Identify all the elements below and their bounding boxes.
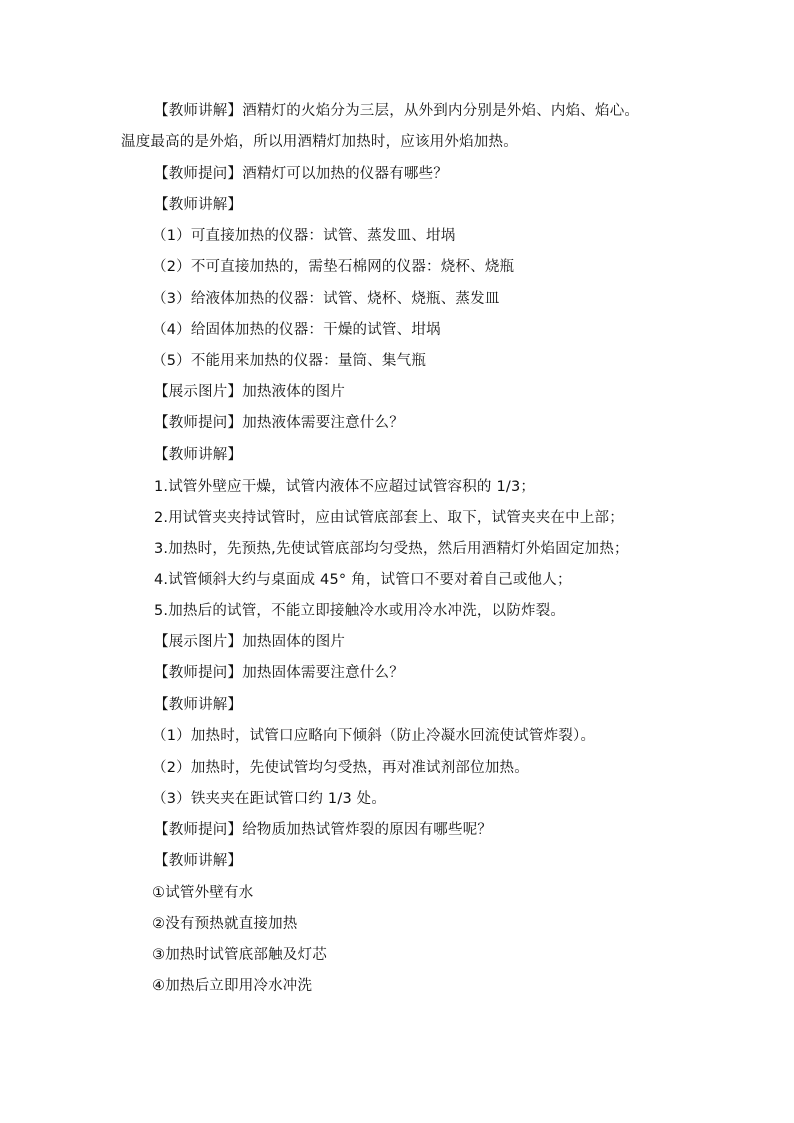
section-heading: 【展示图片】加热液体的图片 <box>154 384 346 400</box>
section-heading: 【展示图片】加热固体的图片 <box>154 634 346 650</box>
list-item: （1）可直接加热的仪器：试管、蒸发皿、坩埚 <box>152 228 456 244</box>
list-item: ①试管外壁有水 <box>152 885 254 901</box>
list-item: （2）加热时，先使试管均匀受热，再对准试剂部位加热。 <box>152 760 529 776</box>
list-item: （2）不可直接加热的，需垫石棉网的仪器：烧杯、烧瓶 <box>152 259 515 275</box>
list-item: （3）铁夹夹在距试管口约 1/3 处。 <box>152 791 387 807</box>
list-item: ②没有预热就直接加热 <box>152 916 298 932</box>
list-item: 3.加热时，先预热,先使试管底部均匀受热，然后用酒精灯外焰固定加热； <box>154 541 629 557</box>
section-heading: 【教师讲解】 <box>154 447 243 463</box>
list-item: 4.试管倾斜大约与桌面成 45° 角，试管口不要对着自己或他人； <box>154 572 572 588</box>
list-item: （4）给固体加热的仪器：干燥的试管、坩埚 <box>152 322 441 338</box>
paragraph-line: 温度最高的是外焰，所以用酒精灯加热时，应该用外焰加热。 <box>121 134 518 150</box>
question-line: 【教师提问】加热固体需要注意什么？ <box>154 665 404 681</box>
question-line: 【教师提问】加热液体需要注意什么？ <box>154 415 404 431</box>
list-item: （5）不能用来加热的仪器：量筒、集气瓶 <box>152 353 427 369</box>
list-item: ③加热时试管底部触及灯芯 <box>152 947 327 963</box>
section-heading: 【教师讲解】 <box>154 197 243 213</box>
list-item: 2.用试管夹夹持试管时，应由试管底部套上、取下，试管夹夹在中上部； <box>154 510 624 526</box>
section-heading: 【教师讲解】 <box>154 853 243 869</box>
list-item: （1）加热时，试管口应略向下倾斜（防止冷凝水回流使试管炸裂）。 <box>152 728 596 744</box>
question-line: 【教师提问】给物质加热试管炸裂的原因有哪些呢？ <box>154 822 493 838</box>
section-heading: 【教师讲解】 <box>154 697 243 713</box>
question-line: 【教师提问】酒精灯可以加热的仪器有哪些？ <box>154 166 448 182</box>
list-item: 1.试管外壁应干燥，试管内液体不应超过试管容积的 1/3； <box>154 479 536 495</box>
list-item: 5.加热后的试管，不能立即接触冷水或用冷水冲洗，以防炸裂。 <box>154 603 566 619</box>
list-item: （3）给液体加热的仪器：试管、烧杯、烧瓶、蒸发皿 <box>152 291 500 307</box>
list-item: ④加热后立即用冷水冲洗 <box>152 978 313 994</box>
paragraph-line: 【教师讲解】酒精灯的火焰分为三层，从外到内分别是外焰、内焰、焰心。 <box>154 103 640 119</box>
